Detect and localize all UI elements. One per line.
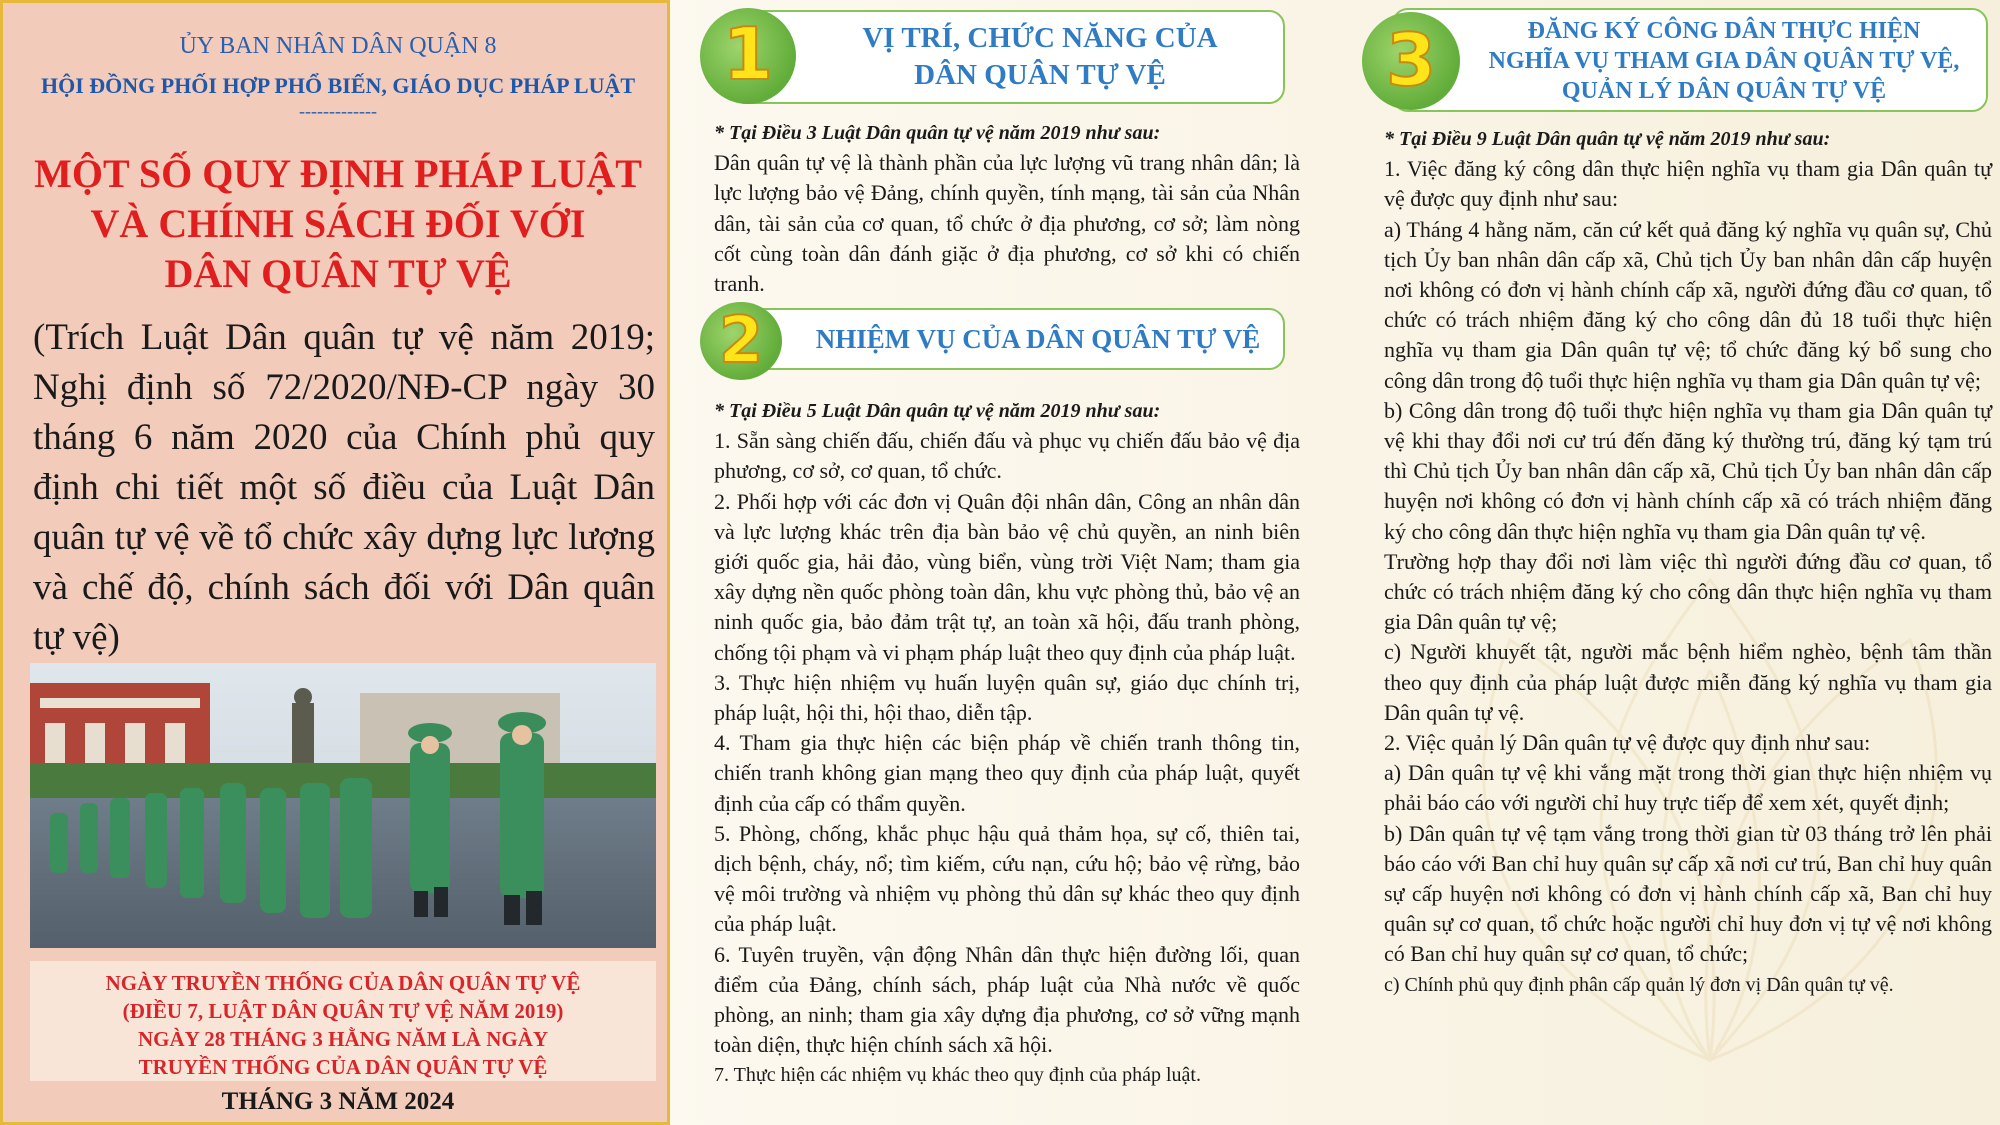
duty-item: 4. Tham gia thực hiện các biện pháp về chiến tranh thông tin, chiến tranh không gian mạng theo quy định của pháp luật, quyết định của cấp có thẩm quyền. <box>714 730 1300 816</box>
management-paragraph: 2. Việc quản lý Dân quân tự vệ được quy định như sau: <box>1384 730 1871 756</box>
section-2-number: 2 <box>718 304 764 378</box>
section-1-number-circle <box>700 8 796 104</box>
section-1-title-line: VỊ TRÍ, CHỨC NĂNG CỦA <box>862 22 1218 54</box>
cover-title-line: MỘT SỐ QUY ĐỊNH PHÁP LUẬT <box>34 151 642 196</box>
registration-paragraph: c) Người khuyết tật, người mắc bệnh hiểm nghèo, bệnh tâm thần theo quy định của pháp luật được miễn đăng ký nghĩa vụ tham gia Dân quân tự vệ. <box>1384 639 1992 725</box>
section-1-number: 1 <box>722 12 774 96</box>
tradition-line: TRUYỀN THỐNG CỦA DÂN QUÂN TỰ VỆ <box>138 1055 548 1079</box>
section-2-citation: * Tại Điều 5 Luật Dân quân tự vệ năm 2019 như sau: <box>714 400 1161 422</box>
excerpt-note: (Trích Luật Dân quân tự vệ năm 2019; Nghị định số 72/2020/NĐ-CP ngày 30 tháng 6 năm 2020 của Chính phủ quy định chi tiết một số điều của Luật Dân quân tự vệ về tổ chức xây dựng lực lượng và chế độ, chính sách đối với Dân quân tự vệ) <box>33 317 655 658</box>
management-paragraph: a) Dân quân tự vệ khi vắng mặt trong thời gian thực hiện nhiệm vụ phải báo cáo với người chỉ huy trực tiếp để xem xét, quyết định; <box>1384 760 1992 816</box>
cover-title <box>13 149 663 299</box>
publication-date: THÁNG 3 NĂM 2024 <box>221 1088 455 1115</box>
section-3-body <box>1384 124 1992 1000</box>
section-3-citation: * Tại Điều 9 Luật Dân quân tự vệ năm 2019 như sau: <box>1384 128 1831 150</box>
cover-panel <box>0 0 670 1125</box>
duty-item: 1. Sẵn sàng chiến đấu, chiến đấu và phục vụ chiến đấu bảo vệ địa phương, cơ sở, cơ quan, tổ chức. <box>714 428 1300 484</box>
registration-paragraph: b) Công dân trong độ tuổi thực hiện nghĩa vụ tham gia Dân quân tự vệ khi thay đổi nơi cư trú đến đăng ký thường trú, đăng ký tạm trú thì Chủ tịch Ủy ban nhân dân cấp xã, Chủ tịch Ủy ban nhân dân cấp huyện nơi không có đơn vị hành chính cấp xã có trách nhiệm đăng ký cho công dân thực hiện nghĩa vụ tham gia Dân quân tự vệ. <box>1384 397 1992 544</box>
section-1-body <box>714 118 1300 299</box>
section-3-header <box>1362 8 1992 116</box>
section-1-title <box>800 20 1280 94</box>
council-name: HỘI ĐỒNG PHỐI HỢP PHỔ BIẾN, GIÁO DỤC PHÁP LUẬT <box>40 73 636 98</box>
duty-item: 6. Tuyên truyền, vận động Nhân dân thực hiện đường lối, quan điểm của Đảng, chính sách, pháp luật của Nhà nước về quốc phòng, an ninh; tham gia xây dựng địa phương, cơ sở vững mạnh toàn diện, thực hiện chính sách xã hội. <box>714 941 1300 1058</box>
registration-paragraph: Trường hợp thay đổi nơi làm việc thì người đứng đầu cơ quan, tổ chức có trách nhiệm đăng ký cho công dân thực hiện nghĩa vụ tham gia Dân quân tự vệ; <box>1384 548 1992 635</box>
section-1-header <box>700 6 1290 106</box>
section-3-number: 3 <box>1385 18 1437 102</box>
registration-paragraph: 1. Việc đăng ký công dân thực hiện nghĩa vụ tham gia Dân quân tự vệ được quy định như sau: <box>1384 156 1992 212</box>
divider: ------------- <box>299 101 377 121</box>
section-3-number-circle <box>1362 12 1460 110</box>
tradition-line: (ĐIỀU 7, LUẬT DÂN QUÂN TỰ VỆ NĂM 2019) <box>122 999 564 1023</box>
duty-item: 5. Phòng, chống, khắc phục hậu quả thảm họa, sự cố, thiên tai, dịch bệnh, cháy, nổ; tìm kiếm, cứu nạn, cứu hộ; bảo vệ rừng, bảo vệ môi trường và nhiệm vụ phòng thủ dân sự khác theo quy định của pháp luật. <box>714 820 1300 937</box>
section-2-title: NHIỆM VỤ CỦA DÂN QUÂN TỰ VỆ <box>815 324 1261 354</box>
tradition-line: NGÀY 28 THÁNG 3 HẰNG NĂM LÀ NGÀY <box>137 1027 549 1051</box>
section-3-title-line: ĐĂNG KÝ CÔNG DÂN THỰC HIỆN <box>1527 18 1921 44</box>
section-2-header <box>700 302 1290 380</box>
section-2-number-circle <box>700 302 782 380</box>
duty-item: 3. Thực hiện nhiệm vụ huấn luyện quân sự, giáo dục chính trị, pháp luật, hội thi, hội thao, diễn tập. <box>714 669 1300 726</box>
duty-item: 7. Thực hiện các nhiệm vụ khác theo quy định của pháp luật. <box>714 1064 1201 1087</box>
militia-parade-photo <box>30 663 656 948</box>
section-1-title-line: DÂN QUÂN TỰ VỆ <box>914 59 1166 91</box>
org-name: ỦY BAN NHÂN DÂN QUẬN 8 <box>179 33 497 59</box>
cover-title-line: DÂN QUÂN TỰ VỆ <box>164 251 512 296</box>
tradition-line: NGÀY TRUYỀN THỐNG CỦA DÂN QUÂN TỰ VỆ <box>105 971 581 995</box>
duty-item: 2. Phối hợp với các đơn vị Quân đội nhân dân, Công an nhân dân và lực lượng khác trên địa bàn bảo vệ chủ quyền, an ninh biên giới quốc gia, hải đảo, vùng biển, vùng trời Việt Nam; tham gia xây dựng nền quốc phòng toàn dân, khu vực phòng thủ, bảo vệ an ninh quốc gia, bảo đảm trật tự, an toàn xã hội, đấu tranh phòng, chống tội phạm và vi phạm pháp luật theo quy định của pháp luật. <box>714 488 1300 665</box>
management-paragraph: c) Chính phủ quy định phân cấp quản lý đơn vị Dân quân tự vệ. <box>1384 973 1894 996</box>
section-1-text: Dân quân tự vệ là thành phần của lực lượng vũ trang nhân dân; là lực lượng bảo vệ Đảng, chính quyền, tính mạng, tài sản của Nhân dân, tài sản của cơ quan, tổ chức ở địa phương, cơ sở; làm nòng cốt cùng toàn dân đánh giặc ở địa phương, cơ sở khi có chiến tranh. <box>714 150 1300 297</box>
cover-title-line: VÀ CHÍNH SÁCH ĐỐI VỚI <box>90 201 586 246</box>
section-2-body <box>714 396 1300 1091</box>
section-3-title-line: QUẢN LÝ DÂN QUÂN TỰ VỆ <box>1561 78 1887 104</box>
section-3-title-line: NGHĨA VỤ THAM GIA DÂN QUÂN TỰ VỆ, <box>1488 48 1960 74</box>
section-3-title <box>1462 16 1986 106</box>
section-1-citation: * Tại Điều 3 Luật Dân quân tự vệ năm 2019 như sau: <box>714 122 1161 144</box>
management-paragraph: b) Dân quân tự vệ tạm vắng trong thời gian từ 03 tháng trở lên phải báo cáo với Ban chỉ huy quân sự cấp xã nơi cư trú, Ban chỉ huy quân sự cấp huyện nơi không có đơn vị hành chính cấp xã, Ban chỉ huy quân sự cơ quan, tổ chức hoặc người chỉ huy đơn vị tự vệ nơi không có Ban chỉ huy quân sự cơ quan, tổ chức; <box>1384 820 1992 967</box>
registration-paragraph: a) Tháng 4 hằng năm, căn cứ kết quả đăng ký nghĩa vụ quân sự, Chủ tịch Ủy ban nhân dân cấp xã, Chủ tịch Ủy ban nhân dân cấp huyện nơi không có đơn vị hành chính cấp xã, người đứng đầu cơ quan, tổ chức có trách nhiệm đăng ký cho công dân đủ 18 tuổi thực hiện nghĩa vụ tham gia Dân quân tự vệ; tổ chức đăng ký bổ sung cho công dân trong độ tuổi thực hiện nghĩa vụ tham gia Dân quân tự vệ; <box>1384 216 1992 393</box>
